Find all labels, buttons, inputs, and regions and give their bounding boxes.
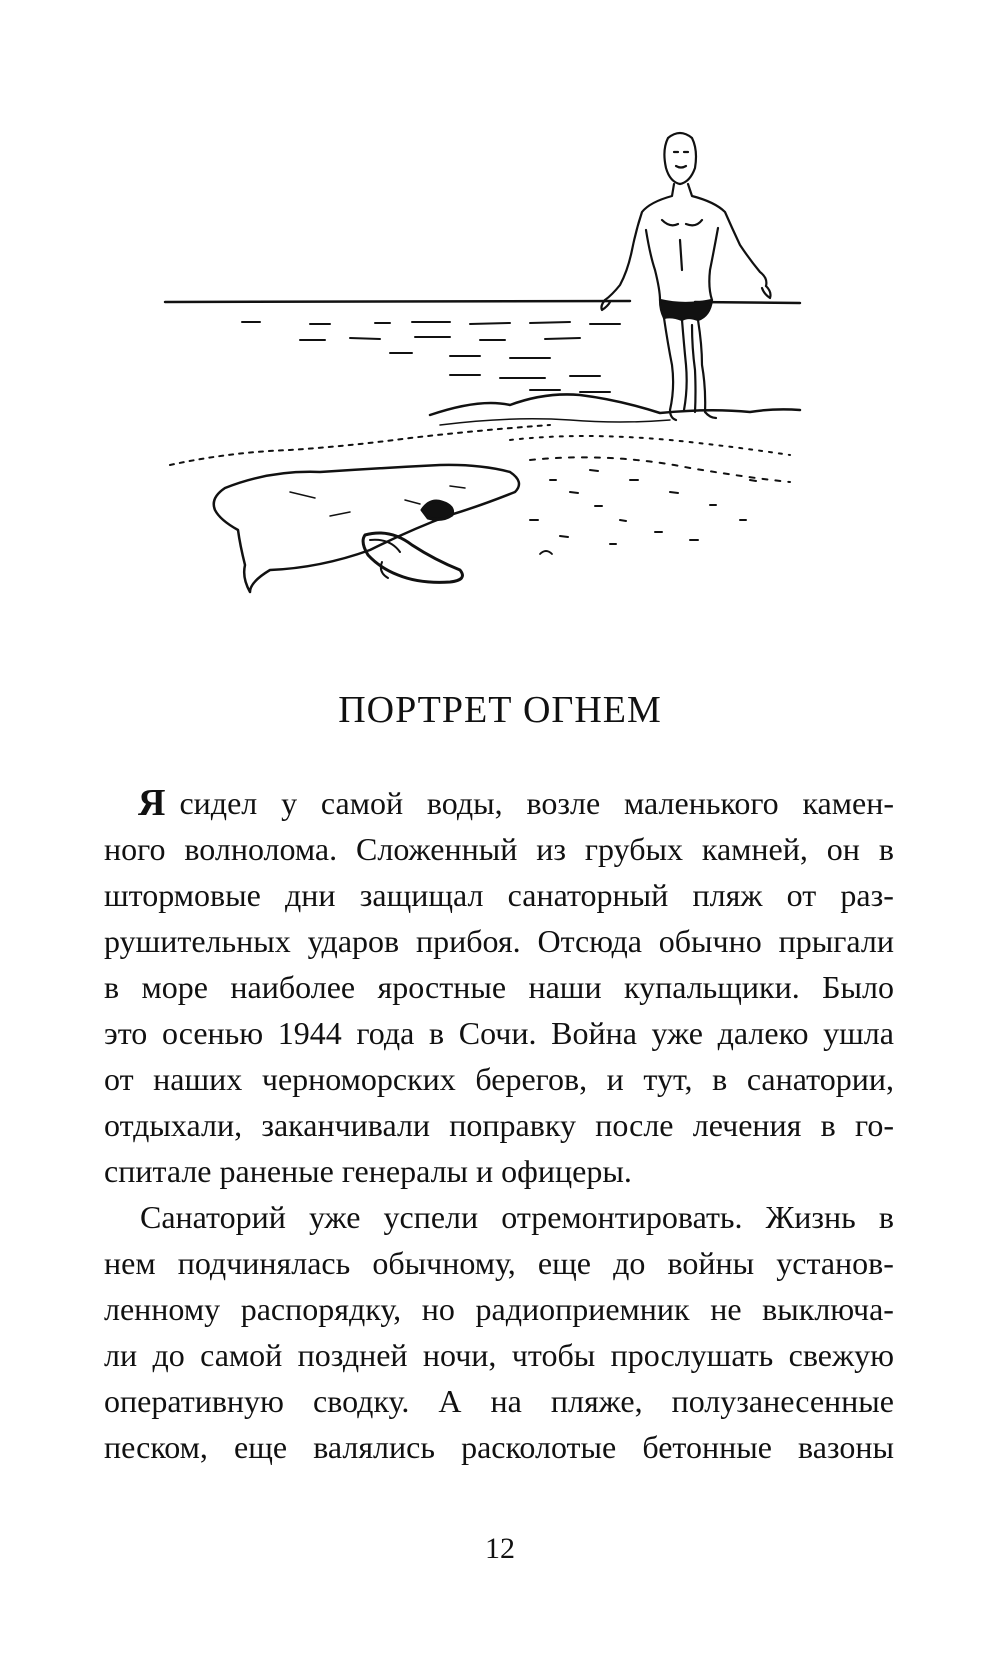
text-line: нем подчинялась обычному, еще до войны установ-	[104, 1245, 894, 1281]
beach-illustration	[150, 120, 810, 620]
text-line: Санаторий уже успели отремонтировать. Жизнь в	[140, 1199, 894, 1235]
text-line: от наших черноморских берегов, и тут, в санатории,	[104, 1061, 894, 1097]
text-line: штормовые дни защищал санаторный пляж от раз-	[104, 877, 894, 913]
man-figure	[601, 133, 770, 420]
text-line: ного волнолома. Сложенный из грубых камней, он в	[104, 831, 894, 867]
text-line: рушительных ударов прибоя. Отсюда обычно прыгали	[104, 923, 894, 959]
shoreline	[170, 425, 550, 465]
text-line: ли до самой поздней ночи, чтобы прослушать свежую	[104, 1337, 894, 1373]
sea-waves	[242, 322, 620, 392]
towel	[214, 465, 519, 592]
line-text: сидел у самой воды, возле маленького камен-	[179, 785, 894, 821]
sandal-left	[422, 501, 453, 519]
dropcap-letter: Я	[138, 782, 166, 824]
text-line: оперативную сводку. А на пляже, полузанесенные	[104, 1383, 894, 1419]
body-text	[104, 780, 894, 1470]
page-number: 12	[485, 1532, 515, 1565]
text-line: спитале раненые генералы и офицеры.	[104, 1153, 632, 1189]
text-line: песком, еще валялись расколотые бетонные вазоны	[104, 1429, 894, 1465]
text-line: отдыхали, заканчивали поправку после лечения в го-	[104, 1107, 894, 1143]
text-line	[104, 780, 894, 826]
text-line: ленному распорядку, но радиоприемник не выключа-	[104, 1291, 894, 1327]
chapter-title: ПОРТРЕТ ОГНЕМ	[338, 689, 662, 731]
text-line: это осенью 1944 года в Сочи. Война уже далеко ушла	[104, 1015, 894, 1051]
surf-line	[430, 394, 800, 415]
text-line: в море наиболее яростные наши купальщики. Было	[104, 969, 894, 1005]
sand-pebbles	[530, 470, 756, 554]
